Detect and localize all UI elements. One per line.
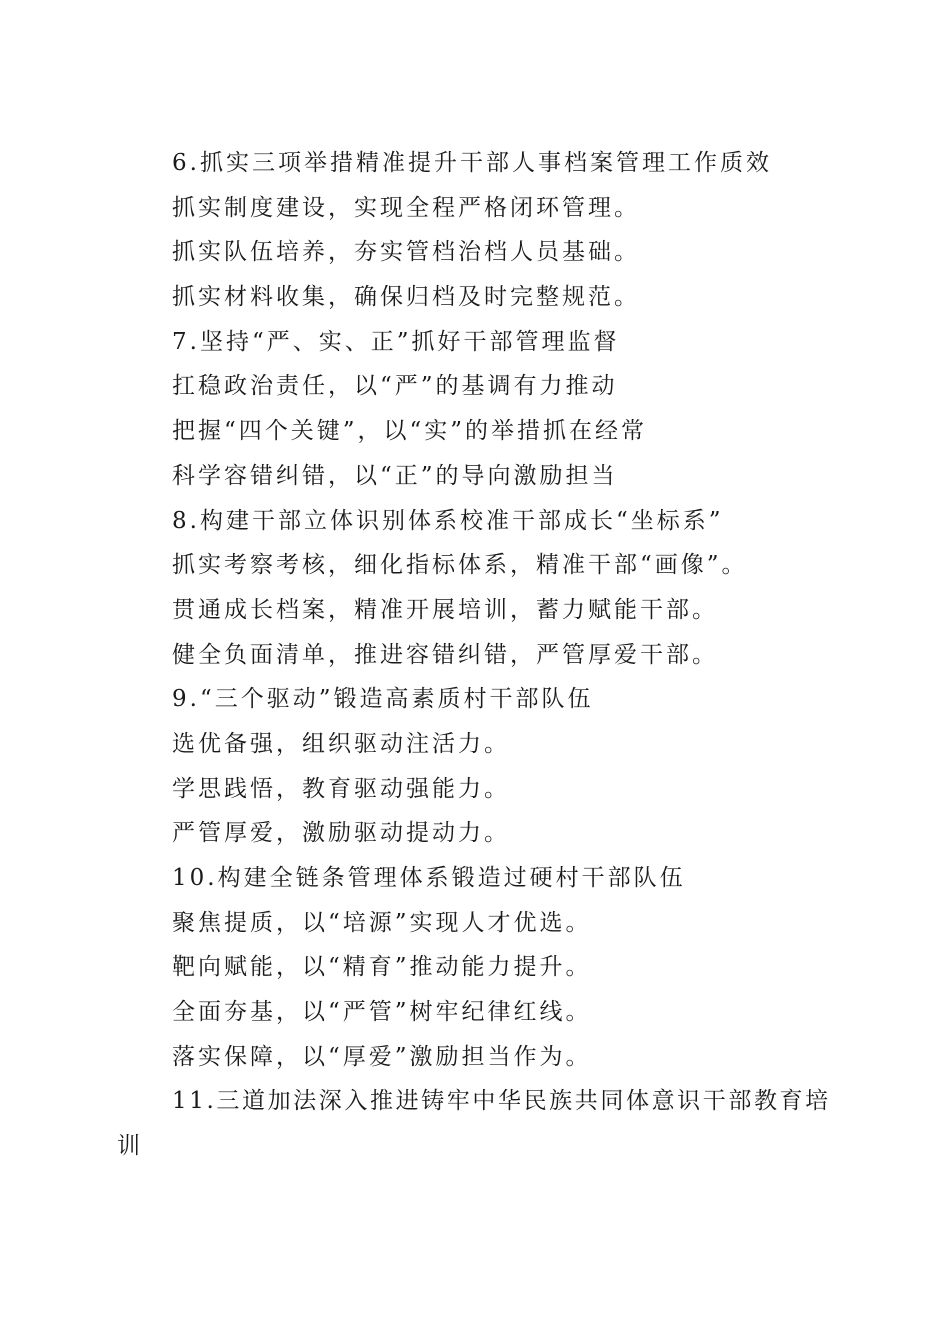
heading-11-continuation: 训 xyxy=(117,1133,143,1160)
paragraph-line: 健全负面清单，推进容错纠错，严管厚爱干部。 xyxy=(172,641,718,668)
heading-9: 9.“三个驱动”锻造高素质村干部队伍 xyxy=(172,686,594,713)
paragraph-line: 学思践悟，教育驱动强能力。 xyxy=(172,775,510,802)
paragraph-line: 全面夯基，以“严管”树牢纪律红线。 xyxy=(172,999,592,1026)
heading-6: 6.抓实三项举措精准提升干部人事档案管理工作质效 xyxy=(172,150,772,176)
paragraph-line: 把握“四个关键”，以“实”的举措抓在经常 xyxy=(172,418,648,445)
heading-7: 7.坚持“严、实、正”抓好干部管理监督 xyxy=(172,328,620,355)
paragraph-line: 聚焦提质，以“培源”实现人才优选。 xyxy=(172,909,592,936)
paragraph-line: 贯通成长档案，精准开展培训，蓄力赋能干部。 xyxy=(172,596,718,623)
document-body xyxy=(117,141,832,1169)
heading-11: 11.三道加法深入推进铸牢中华民族共同体意识干部教育培 xyxy=(172,1088,831,1115)
paragraph-line: 抓实队伍培养，夯实管档治档人员基础。 xyxy=(172,239,640,266)
paragraph-line: 严管厚爱，激励驱动提动力。 xyxy=(172,820,510,847)
heading-10: 10.构建全链条管理体系锻造过硬村干部队伍 xyxy=(172,865,686,891)
paragraph-line: 落实保障，以“厚爱”激励担当作为。 xyxy=(172,1043,592,1070)
paragraph-line: 抓实制度建设，实现全程严格闭环管理。 xyxy=(172,194,640,221)
paragraph-line: 选优备强，组织驱动注活力。 xyxy=(172,730,510,757)
paragraph-line: 科学容错纠错，以“正”的导向激励担当 xyxy=(172,462,618,489)
paragraph-line: 抓实材料收集，确保归档及时完整规范。 xyxy=(172,284,640,311)
paragraph-line: 抓实考察考核，细化指标体系，精准干部“画像”。 xyxy=(172,552,748,579)
heading-8: 8.构建干部立体识别体系校准干部成长“坐标系” xyxy=(172,507,724,534)
paragraph-line: 靶向赋能，以“精育”推动能力提升。 xyxy=(172,954,592,981)
paragraph-line: 扛稳政治责任，以“严”的基调有力推动 xyxy=(172,373,618,400)
